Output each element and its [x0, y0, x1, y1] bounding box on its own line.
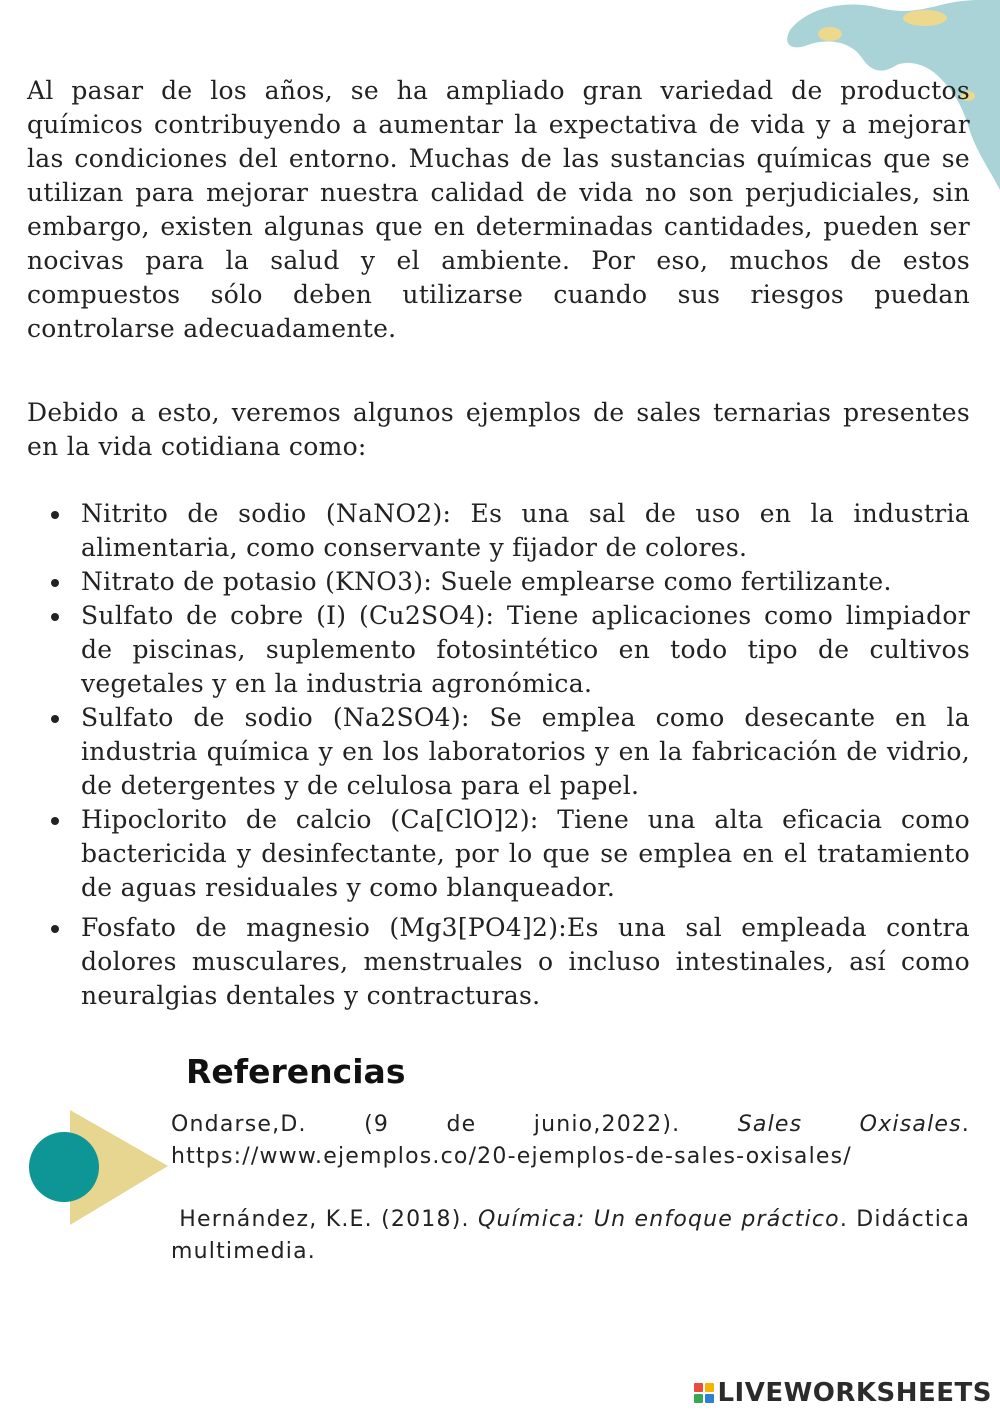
list-item-text: Sulfato de cobre (I) (Cu2SO4): Tiene aplicaciones como limpiador de piscinas, suplemento fotosintético en todo tipo de cultivos vegetales y en la industria agronómica. [81, 601, 970, 698]
list-item-text: Fosfato de magnesio (Mg3[PO4]2):Es una sal empleada contra dolores musculares, menstruales o incluso intestinales, así como neuralgias dentales y contracturas. [81, 913, 970, 1010]
bullet-icon [51, 925, 59, 933]
salts-list [27, 497, 970, 1013]
list-item [81, 701, 970, 803]
reference-author: Hernández, K.E. (2018). [179, 1207, 470, 1232]
list-item [81, 565, 970, 599]
reference-source: . https://www.ejemplos.co/20-ejemplos-de-sales-oxisales/ [171, 1112, 970, 1169]
liveworksheets-logo-icon [694, 1383, 714, 1403]
list-item [81, 497, 970, 565]
list-item [81, 803, 970, 905]
list-item [81, 599, 970, 701]
examples-intro-paragraph: Debido a esto, veremos algunos ejemplos de sales ternarias presentes en la vida cotidiana como: [27, 398, 970, 461]
list-item-text: Nitrito de sodio (NaNO2): Es una sal de uso en la industria alimentaria, como conservante y fijador de colores. [81, 499, 970, 562]
reference-source: . Didáctica multimedia. [171, 1207, 971, 1264]
references-heading: Referencias [186, 1052, 406, 1091]
bullet-icon [51, 613, 59, 621]
list-item-text: Sulfato de sodio (Na2SO4): Se emplea como desecante en la industria química y en los laboratorios y en la fabricación de vidrio, de detergentes y de celulosa para el papel. [81, 703, 970, 800]
reference-entry [171, 1204, 970, 1268]
intro-paragraph: Al pasar de los años, se ha ampliado gran variedad de productos químicos contribuyendo a aumentar la expectativa de vida y a mejorar las condiciones del entorno. Muchas de las sustancias químicas que se utilizan para mejorar nuestra calidad de vida no son perjudiciales, sin embargo, existen algunas que en determinadas cantidades, pueden ser nocivas para la salud y el ambiente. Por eso, muchos de estos compuestos sólo deben utilizarse cuando sus riesgos puedan controlarse adecuadamente. [27, 76, 970, 343]
reference-entry [171, 1109, 970, 1173]
reference-author: Ondarse,D. (9 de junio,2022). [171, 1112, 681, 1137]
bullet-icon [51, 511, 59, 519]
list-item-text: Nitrato de potasio (KNO3): Suele emplearse como fertilizante. [81, 567, 892, 596]
reference-work-title: Sales Oxisales [737, 1112, 962, 1137]
list-item-text: Hipoclorito de calcio (Ca[ClO]2): Tiene una alta eficacia como bactericida y desinfectante, por lo que se emplea en el tratamiento de aguas residuales y como blanqueador. [81, 805, 970, 902]
bullet-icon [51, 579, 59, 587]
reference-work-title: Química: Un enfoque práctico [477, 1207, 840, 1232]
liveworksheets-watermark [694, 1378, 992, 1408]
list-item [81, 911, 970, 1013]
bullet-icon [51, 715, 59, 723]
bullet-icon [51, 817, 59, 825]
watermark-text: LIVEWORKSHEETS [717, 1378, 992, 1408]
